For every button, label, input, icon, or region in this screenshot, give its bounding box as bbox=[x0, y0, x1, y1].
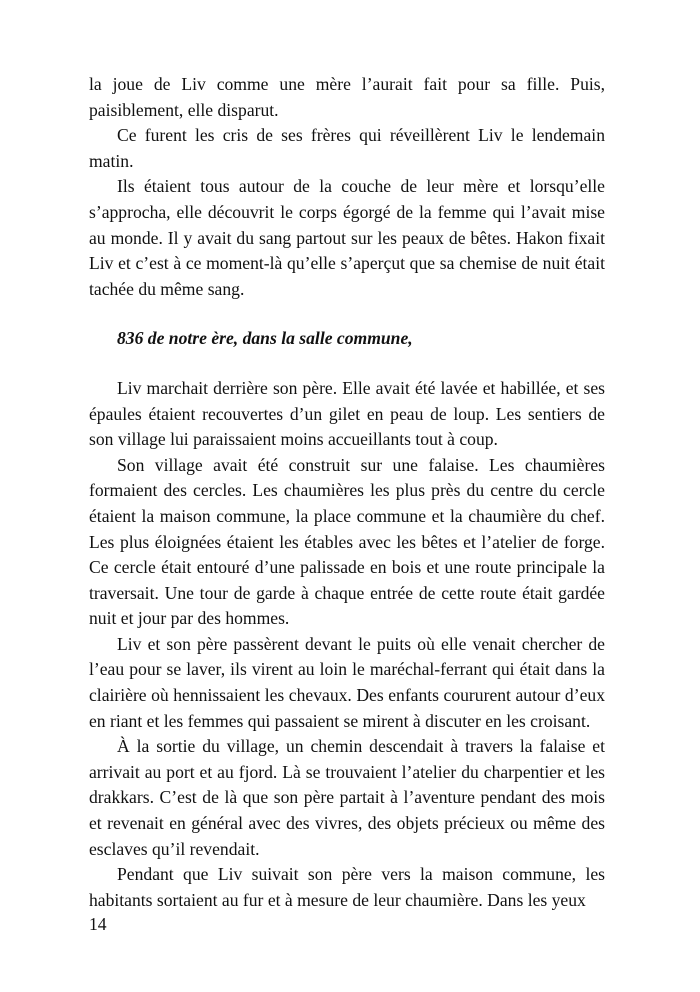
paragraph-continued: Pendant que Liv suivait son père vers la maison commune, les habitants sortaient au fur et à mesure de leur chaumière. Dans les yeux bbox=[89, 864, 605, 910]
section-heading: 836 de notre ère, dans la salle commune, bbox=[117, 328, 413, 349]
paragraph: Ce furent les cris de ses frères qui réveillèrent Liv le lendemain matin. bbox=[89, 125, 605, 171]
paragraph: Liv et son père passèrent devant le puits où elle venait chercher de l’eau pour se laver, ils virent au loin le maréchal-ferrant qui était dans la clairière où hennissaient les chevaux. Des enfants coururent autour d’eux en riant et les femmes qui passaient se mirent à discuter en les croisant. bbox=[89, 633, 605, 731]
paragraph-continuation: la joue de Liv comme une mère l’aurait fait pour sa fille. Puis, paisiblement, elle disparut. bbox=[89, 74, 605, 120]
paragraph: Son village avait été construit sur une falaise. Les chaumières formaient des cercles. Les chaumières les plus près du centre du cercle étaient la maison commune, la place commune et la chaumière du chef. Les plus éloignées étaient les étables avec les bêtes et l’atelier de forge. Ce cercle était entouré d’une palissade en bois et une route principale la traversait. Une tour de garde à chaque entrée de cette route était gardée nuit et jour par des hommes. bbox=[89, 454, 605, 629]
paragraph: À la sortie du village, un chemin descendait à travers la falaise et arrivait au port et au fjord. Là se trouvaient l’atelier du charpentier et les drakkars. C’est de là que son père partait à l’aventure pendant des mois et revenait en général avec des vivres, des objets précieux ou même des esclaves qu’il revendait. bbox=[89, 736, 605, 859]
paragraph: Ils étaient tous autour de la couche de leur mère et lorsqu’elle s’approcha, elle découvrit le corps égorgé de la femme qui l’avait mise au monde. Il y avait du sang partout sur les peaux de bêtes. Hakon fixait Liv et c’est à ce moment-là qu’elle s’aperçut que sa chemise de nuit était tachée du même sang. bbox=[89, 176, 605, 299]
paragraph: Liv marchait derrière son père. Elle avait été lavée et habillée, et ses épaules étaient recouvertes d’un gilet en peau de loup. Les sentiers de son village lui paraissaient moins accueillants tout à coup. bbox=[89, 377, 605, 450]
page-body bbox=[89, 72, 605, 913]
page-number: 14 bbox=[89, 914, 107, 934]
